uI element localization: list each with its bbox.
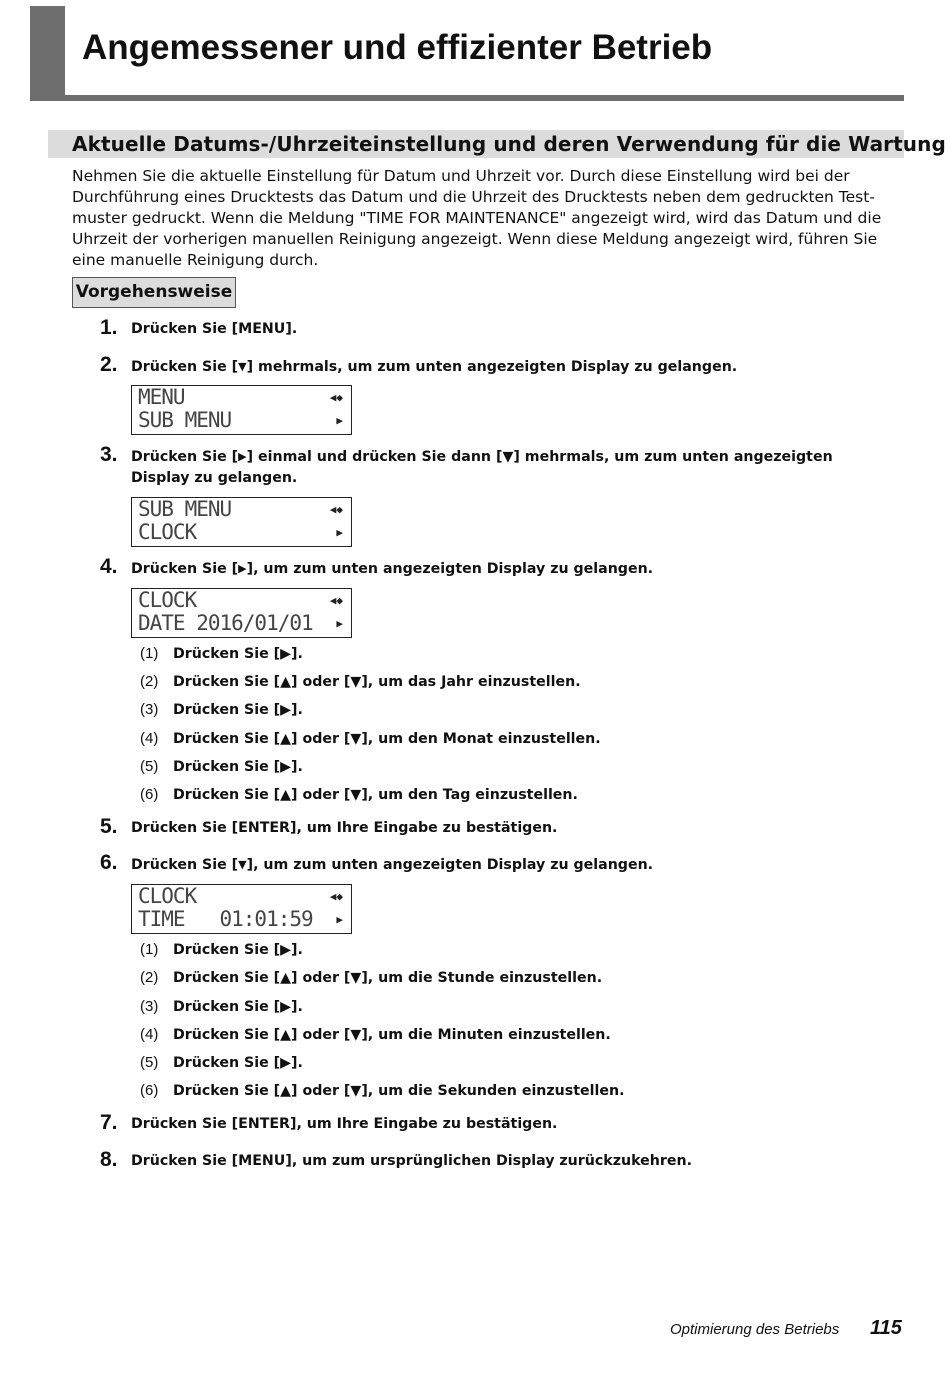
down-arrow-icon: ▼: [238, 360, 247, 373]
lcd-line-2: SUB MENU: [138, 408, 232, 432]
step-number: 3.: [100, 443, 118, 466]
intro-line: eine manuelle Reinigung durch.: [72, 251, 319, 269]
right-arrow-indicator-icon: ▶: [336, 913, 343, 926]
substep-number: (1): [140, 645, 159, 662]
substep-number: (1): [140, 941, 159, 958]
step-text: Drücken Sie [MENU], um zum ursprünglichen Display zurückzukehren.: [131, 1153, 692, 1169]
lcd-display: [131, 385, 352, 435]
step-text: Drücken Sie [▶], um zum unten angezeigten Display zu gelangen.: [131, 561, 654, 577]
left-updown-indicator-icon: ◀◆: [329, 503, 343, 516]
substep-text: Drücken Sie [▶].: [173, 702, 303, 718]
header-rule: [30, 95, 904, 101]
substep-text: Drücken Sie [▲] oder [▼], um das Jahr einzustellen.: [173, 674, 581, 690]
lcd-line-2: CLOCK: [138, 520, 197, 544]
substep-text: Drücken Sie [▶].: [173, 759, 303, 775]
right-arrow-indicator-icon: ▶: [336, 526, 343, 539]
intro-line: Uhrzeit der vorherigen manuellen Reinigung angezeigt. Wenn diese Meldung angezeigt wird, führen Sie: [72, 230, 878, 248]
substep-number: (3): [140, 998, 159, 1015]
step-text: Drücken Sie [▼] mehrmals, um zum unten angezeigten Display zu gelangen.: [131, 359, 738, 375]
section-title: Aktuelle Datums-/Uhrzeiteinstellung und deren Verwendung für die Wartung: [72, 132, 946, 156]
substep-number: (2): [140, 969, 159, 986]
substep-text: Drücken Sie [▲] oder [▼], um die Minuten einzustellen.: [173, 1027, 611, 1043]
substep-number: (4): [140, 730, 159, 747]
left-updown-indicator-icon: ◀◆: [329, 391, 343, 404]
substep-number: (6): [140, 1082, 159, 1099]
substep-text: Drücken Sie [▶].: [173, 1055, 303, 1071]
step-number: 5.: [100, 815, 118, 838]
step-number: 2.: [100, 353, 118, 376]
substep-number: (5): [140, 1054, 159, 1071]
step-number: 8.: [100, 1148, 118, 1171]
right-arrow-icon: ▶: [238, 562, 247, 575]
right-arrow-indicator-icon: ▶: [336, 414, 343, 427]
step-text: Drücken Sie [MENU].: [131, 321, 298, 337]
substep-number: (5): [140, 758, 159, 775]
procedure-label: Vorgehensweise: [72, 277, 236, 308]
substep-number: (2): [140, 673, 159, 690]
footer-section-name: Optimierung des Betriebs: [670, 1321, 840, 1338]
substep-text: Drücken Sie [▲] oder [▼], um den Tag einzustellen.: [173, 787, 578, 803]
down-arrow-icon: ▼: [238, 858, 247, 871]
lcd-line-1: MENU: [138, 385, 185, 409]
substep-text: Drücken Sie [▲] oder [▼], um die Stunde einzustellen.: [173, 970, 603, 986]
step-text: Drücken Sie [ENTER], um Ihre Eingabe zu bestätigen.: [131, 820, 558, 836]
lcd-line-1: CLOCK: [138, 884, 197, 908]
right-arrow-indicator-icon: ▶: [336, 617, 343, 630]
page-title: Angemessener und effizienter Betrieb: [82, 28, 713, 67]
substep-text: Drücken Sie [▶].: [173, 999, 303, 1015]
substep-number: (4): [140, 1026, 159, 1043]
lcd-display: [131, 588, 352, 638]
lcd-line-1: SUB MENU: [138, 497, 232, 521]
intro-line: Nehmen Sie die aktuelle Einstellung für Datum und Uhrzeit vor. Durch diese Einstellung wird bei der: [72, 167, 850, 185]
left-updown-indicator-icon: ◀◆: [329, 594, 343, 607]
substep-text: Drücken Sie [▶].: [173, 942, 303, 958]
step-number: 1.: [100, 316, 118, 339]
intro-paragraph: [72, 166, 892, 271]
substep-text: Drücken Sie [▶].: [173, 646, 303, 662]
step-text: Drücken Sie [ENTER], um Ihre Eingabe zu bestätigen.: [131, 1116, 558, 1132]
step-number: 7.: [100, 1111, 118, 1134]
intro-line: muster gedruckt. Wenn die Meldung "TIME FOR MAINTENANCE" angezeigt wird, wird das Datum und die: [72, 209, 882, 227]
page-number: 115: [870, 1317, 902, 1339]
step-number: 4.: [100, 555, 118, 578]
lcd-line-2: TIME 01:01:59: [138, 907, 313, 931]
header-accent-bar: [30, 6, 65, 100]
intro-line: Durchführung eines Drucktests das Datum und die Uhrzeit des Drucktests neben dem gedruckten Test-: [72, 188, 875, 206]
substep-number: (6): [140, 786, 159, 803]
lcd-display: [131, 884, 352, 934]
step-number: 6.: [100, 851, 118, 874]
right-arrow-icon: ▶: [238, 450, 247, 463]
left-updown-indicator-icon: ◀◆: [329, 890, 343, 903]
lcd-line-1: CLOCK: [138, 588, 197, 612]
step-text: Drücken Sie [▼], um zum unten angezeigten Display zu gelangen.: [131, 857, 654, 873]
lcd-line-2: DATE 2016/01/01: [138, 611, 313, 635]
lcd-display: [131, 497, 352, 547]
substep-number: (3): [140, 701, 159, 718]
substep-text: Drücken Sie [▲] oder [▼], um den Monat einzustellen.: [173, 731, 601, 747]
step-text: Drücken Sie [▶] einmal und drücken Sie dann [▼] mehrmals, um zum unten angezeigten Display zu gelangen.: [131, 449, 833, 486]
substep-text: Drücken Sie [▲] oder [▼], um die Sekunden einzustellen.: [173, 1083, 625, 1099]
